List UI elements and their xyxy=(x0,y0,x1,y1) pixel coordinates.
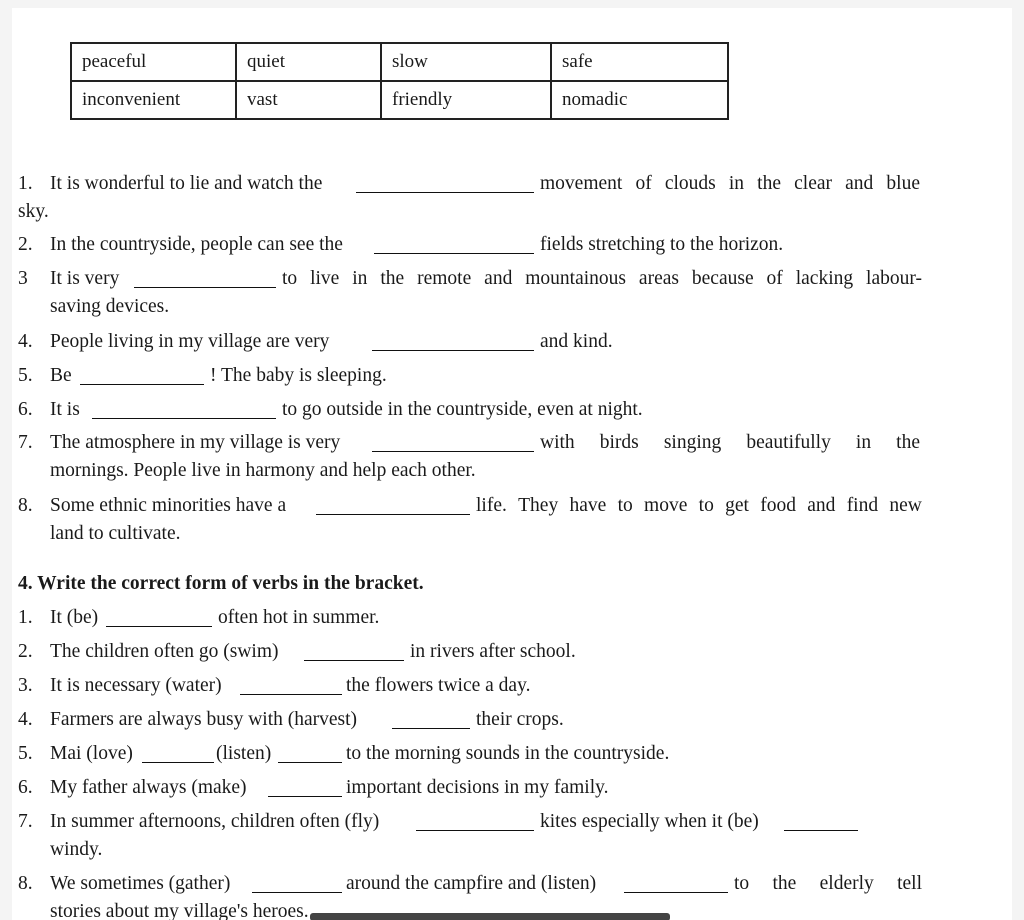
word: in xyxy=(728,173,745,194)
word: move xyxy=(644,495,688,516)
word: clear xyxy=(794,173,833,194)
question-number: 1. xyxy=(18,173,33,194)
bottom-scroll-bar[interactable] xyxy=(310,913,670,920)
word: have xyxy=(569,495,607,516)
question-number: 5. xyxy=(18,743,33,764)
answer-blank[interactable] xyxy=(252,892,342,893)
word: the xyxy=(896,432,920,453)
question-text: the flowers twice a day. xyxy=(346,675,531,696)
word: and xyxy=(484,268,513,289)
word: They xyxy=(518,495,559,516)
answer-blank[interactable] xyxy=(80,384,204,385)
question-text: It is wonderful to lie and watch the xyxy=(50,173,323,194)
answer-blank[interactable] xyxy=(372,451,534,452)
question-text: to go outside in the countryside, even at night. xyxy=(282,399,643,420)
question-number: 8. xyxy=(18,495,33,516)
word: in xyxy=(855,432,872,453)
question-text: kites especially when it (be) xyxy=(540,811,759,832)
question-text: It is very xyxy=(50,268,120,289)
word: singing xyxy=(663,432,722,453)
word: of xyxy=(635,173,652,194)
question-number: 7. xyxy=(18,432,33,453)
question-text: People living in my village are very xyxy=(50,331,330,352)
word-cell: inconvenient xyxy=(71,81,236,119)
answer-blank[interactable] xyxy=(784,830,858,831)
word: with xyxy=(540,432,575,453)
question-number: 3. xyxy=(18,675,33,696)
question-text: in rivers after school. xyxy=(410,641,576,662)
word-cell: quiet xyxy=(236,43,381,81)
question-text: My father always (make) xyxy=(50,777,247,798)
answer-blank[interactable] xyxy=(240,694,342,695)
word: to xyxy=(282,268,298,289)
word-cell: nomadic xyxy=(551,81,728,119)
word: elderly xyxy=(819,873,874,894)
word: movement xyxy=(540,173,623,194)
word-cell: vast xyxy=(236,81,381,119)
question-text-justified xyxy=(540,431,920,455)
word: to xyxy=(734,873,750,894)
answer-blank[interactable] xyxy=(316,514,470,515)
word: the xyxy=(757,173,781,194)
word: of xyxy=(766,268,783,289)
word-cell: safe xyxy=(551,43,728,81)
question-number: 2. xyxy=(18,234,33,255)
question-number: 6. xyxy=(18,777,33,798)
word-cell: peaceful xyxy=(71,43,236,81)
word-bank-row xyxy=(71,43,728,81)
worksheet-page xyxy=(12,8,1012,920)
question-text: Mai (love) xyxy=(50,743,133,764)
word: remote xyxy=(417,268,472,289)
question-text: often hot in summer. xyxy=(218,607,380,628)
word: to xyxy=(698,495,714,516)
word: live xyxy=(310,268,340,289)
question-text: Farmers are always busy with (harvest) xyxy=(50,709,358,730)
answer-blank[interactable] xyxy=(416,830,534,831)
answer-blank[interactable] xyxy=(134,287,276,288)
question-number: 2. xyxy=(18,641,33,662)
word-cell: friendly xyxy=(381,81,551,119)
answer-blank[interactable] xyxy=(92,418,276,419)
question-number: 4. xyxy=(18,709,33,730)
question-text: It (be) xyxy=(50,607,99,628)
question-number: 8. xyxy=(18,873,33,894)
answer-blank[interactable] xyxy=(106,626,212,627)
question-text: In summer afternoons, children often (fly) xyxy=(50,811,380,832)
question-text: It is xyxy=(50,399,80,420)
word-bank-row xyxy=(71,81,728,119)
word: the xyxy=(772,873,797,894)
question-text: fields stretching to the horizon. xyxy=(540,234,784,255)
section-heading: 4. Write the correct form of verbs in the bracket. xyxy=(18,573,424,594)
question-text: ! The baby is sleeping. xyxy=(210,365,387,386)
word: clouds xyxy=(664,173,716,194)
question-text: In the countryside, people can see the xyxy=(50,234,343,255)
word: birds xyxy=(599,432,639,453)
word: and xyxy=(807,495,836,516)
answer-blank[interactable] xyxy=(304,660,404,661)
question-number: 5. xyxy=(18,365,33,386)
word: food xyxy=(760,495,796,516)
question-text: It is necessary (water) xyxy=(50,675,222,696)
word: and xyxy=(845,173,874,194)
question-text: windy. xyxy=(50,839,103,860)
question-number: 7. xyxy=(18,811,33,832)
word: mountainous xyxy=(525,268,626,289)
answer-blank[interactable] xyxy=(356,192,534,193)
answer-blank[interactable] xyxy=(374,253,534,254)
word: labour- xyxy=(866,268,922,289)
question-text-justified xyxy=(282,267,922,291)
answer-blank[interactable] xyxy=(392,728,470,729)
question-text: their crops. xyxy=(476,709,564,730)
word: to xyxy=(617,495,633,516)
question-text: We sometimes (gather) xyxy=(50,873,231,894)
question-text: to the morning sounds in the countryside. xyxy=(346,743,670,764)
question-text: The children often go (swim) xyxy=(50,641,279,662)
answer-blank[interactable] xyxy=(372,350,534,351)
question-text: stories about my village's heroes. xyxy=(50,901,309,920)
answer-blank[interactable] xyxy=(624,892,728,893)
word-cell: slow xyxy=(381,43,551,81)
question-text: The atmosphere in my village is very xyxy=(50,432,341,453)
question-number: 3 xyxy=(18,268,28,289)
question-text: and kind. xyxy=(540,331,613,352)
question-number: 1. xyxy=(18,607,33,628)
question-text-justified xyxy=(540,172,920,196)
word: get xyxy=(725,495,749,516)
word: areas xyxy=(638,268,679,289)
question-text-justified xyxy=(734,872,922,896)
word: find xyxy=(846,495,879,516)
word: blue xyxy=(886,173,920,194)
word: new xyxy=(889,495,922,516)
answer-blank[interactable] xyxy=(278,762,342,763)
answer-blank[interactable] xyxy=(268,796,342,797)
word: the xyxy=(380,268,405,289)
question-text: land to cultivate. xyxy=(50,523,181,544)
question-text: around the campfire and (listen) xyxy=(346,873,597,894)
answer-blank[interactable] xyxy=(142,762,214,763)
question-text: saving devices. xyxy=(50,296,170,317)
word: in xyxy=(352,268,368,289)
word: life. xyxy=(476,495,507,516)
word-bank-table xyxy=(70,42,729,120)
question-text: (listen) xyxy=(216,743,272,764)
word: tell xyxy=(897,873,922,894)
question-number: 6. xyxy=(18,399,33,420)
word: lacking xyxy=(795,268,854,289)
question-text: mornings. People live in harmony and help each other. xyxy=(50,460,476,481)
word: because xyxy=(691,268,754,289)
question-text: Be xyxy=(50,365,72,386)
question-number: 4. xyxy=(18,331,33,352)
question-text: sky. xyxy=(18,201,49,222)
question-text: Some ethnic minorities have a xyxy=(50,495,287,516)
question-text: important decisions in my family. xyxy=(346,777,609,798)
question-text-justified xyxy=(476,494,922,518)
word: beautifully xyxy=(746,432,831,453)
